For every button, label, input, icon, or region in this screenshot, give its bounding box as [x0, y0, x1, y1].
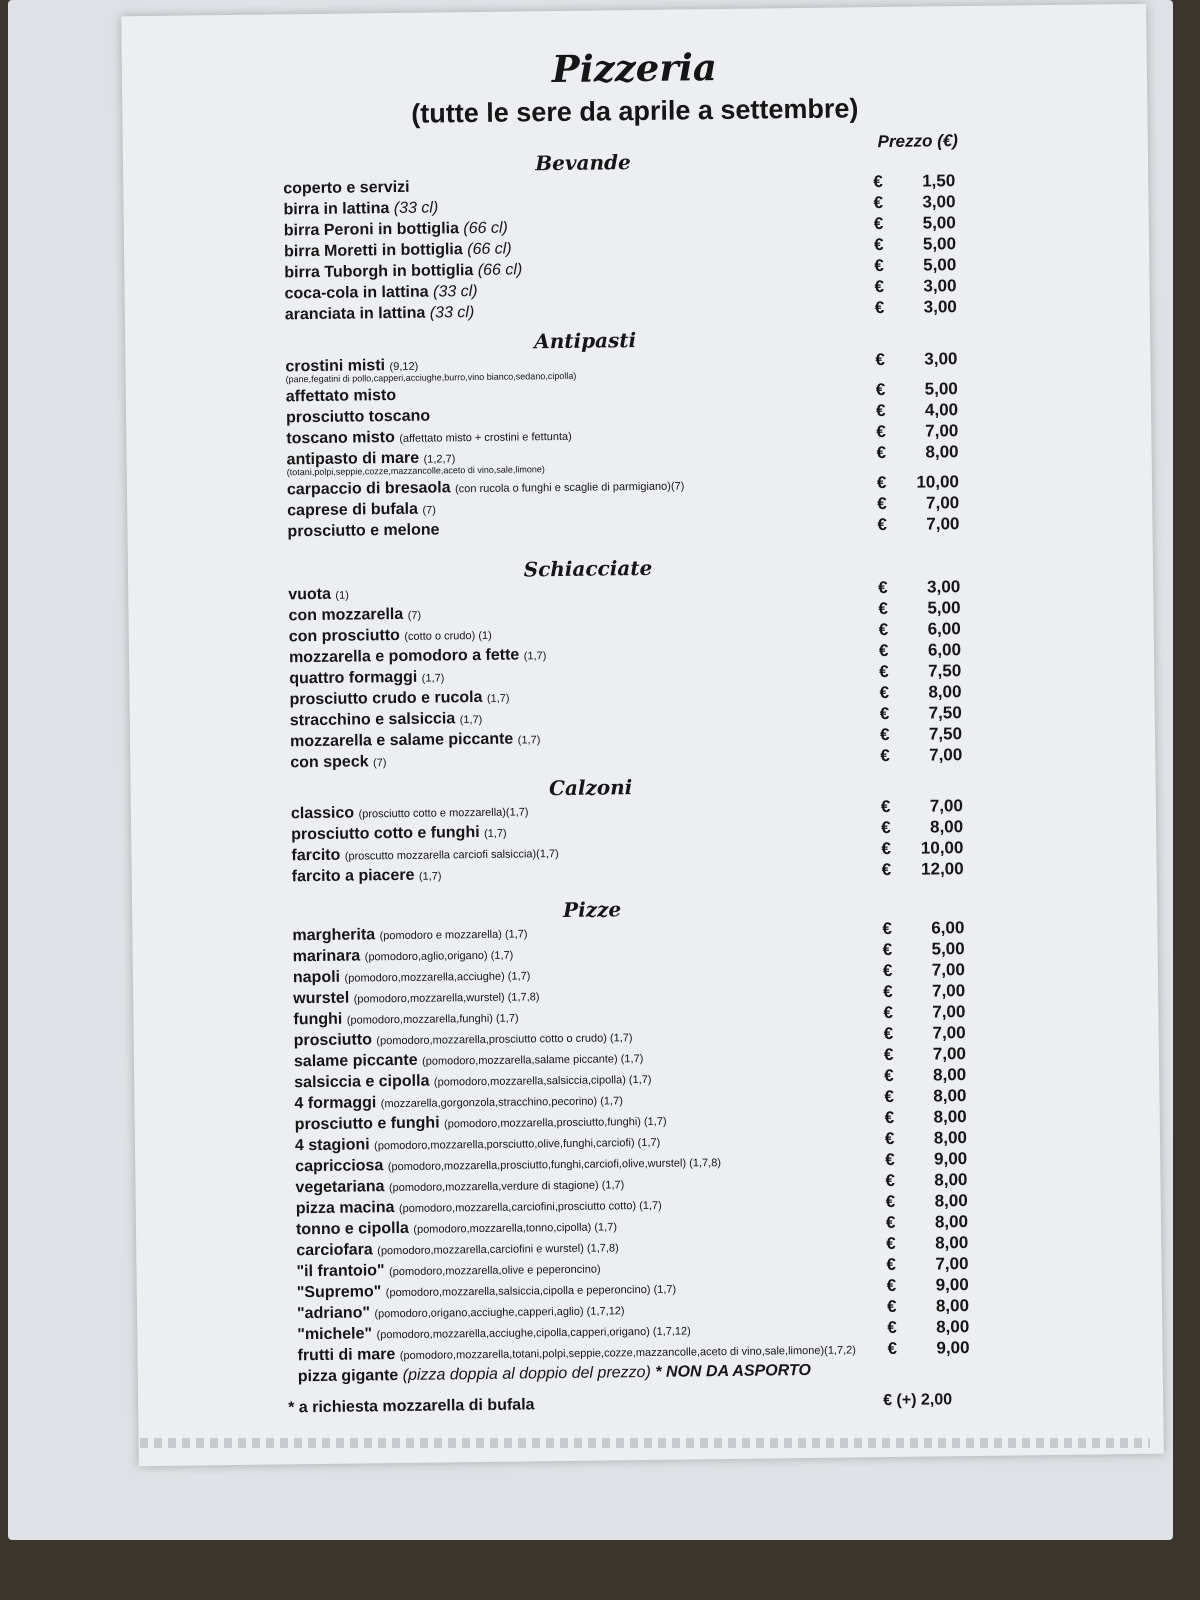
item-name: birra Moretti in bottiglia — [283, 241, 463, 261]
item-price — [883, 938, 968, 960]
item-price — [885, 1169, 970, 1191]
euro-symbol: € — [874, 298, 885, 318]
item-ingredients: (pomodoro,mozzarella,salsiccia,cipolla e peperoncino) (1,7) — [385, 1283, 677, 1300]
item-price — [877, 471, 962, 493]
item-ingredients: (pomodoro,mozzarella,porsciutto,olive,funghi,carciofi) (1,7) — [374, 1136, 661, 1153]
item-name: capricciosa — [295, 1157, 384, 1176]
item-name: pizza macina — [295, 1199, 395, 1218]
item-ingredients: (7) — [372, 757, 387, 770]
section-title: Schiacciate — [523, 555, 653, 582]
euro-symbol: € — [878, 598, 889, 619]
price-amount: 8,00 — [935, 1296, 970, 1316]
item-name: vuota — [288, 585, 332, 604]
euro-symbol: € — [873, 172, 883, 192]
euro-symbol: € — [882, 960, 893, 981]
item-price — [885, 1148, 970, 1170]
item-name: quattro formaggi — [289, 668, 418, 688]
euro-symbol: € — [882, 939, 893, 960]
item-name: salame piccante — [293, 1051, 418, 1071]
euro-symbol: € — [879, 703, 890, 724]
item-ingredients: (1,7) — [459, 713, 483, 727]
euro-symbol: € — [883, 1044, 894, 1065]
item-ingredients: (7) — [407, 609, 422, 622]
item-price — [874, 233, 959, 255]
item-name: classico — [290, 804, 355, 823]
euro-symbol: € — [878, 577, 888, 598]
item-volume: (66 cl) — [463, 219, 508, 238]
price-amount: 3,00 — [924, 349, 958, 369]
menu-subtitle: (tutte le sere da aprile a settembre) — [411, 93, 859, 129]
item-price — [873, 191, 958, 213]
item-name: "Supremo" — [296, 1283, 382, 1302]
item-name: con mozzarella — [288, 605, 404, 625]
item-price — [878, 576, 963, 598]
item-name: frutti di mare — [297, 1346, 396, 1365]
item-price — [879, 618, 964, 640]
item-price — [887, 1295, 972, 1317]
item-price — [880, 723, 965, 745]
item-ingredients: (affettato misto + crostini e fettunta) — [399, 430, 572, 445]
item-name: 4 stagioni — [294, 1136, 370, 1155]
item-ingredients: (1,7) — [418, 870, 442, 883]
item-volume: (33 cl) — [429, 304, 475, 322]
price-amount: 7,00 — [929, 796, 964, 816]
euro-symbol: € — [886, 1296, 897, 1317]
item-name: coperto e servizi — [283, 178, 410, 198]
euro-symbol: € — [873, 193, 884, 213]
item-ingredients: (pomodoro,mozzarella,salsiccia,cipolla) (1,7) — [433, 1073, 652, 1089]
item-volume: (66 cl) — [477, 261, 523, 279]
sleeve-perforation — [140, 1438, 1150, 1448]
menu-title: Pizzeria — [551, 45, 718, 92]
item-price — [885, 1127, 970, 1149]
footer-note: * a richiesta mozzarella di bufala — [288, 1396, 535, 1417]
euro-symbol: € — [884, 1107, 895, 1128]
price-amount: 7,00 — [931, 981, 966, 1001]
footer-price: € (+) 2,00 — [883, 1391, 953, 1410]
item-price — [882, 858, 967, 880]
price-amount: 7,00 — [935, 1254, 969, 1274]
item-name: "michele" — [297, 1325, 373, 1344]
price-amount: 8,00 — [932, 1065, 967, 1085]
euro-symbol: € — [884, 1086, 895, 1107]
price-amount: 10,00 — [920, 838, 964, 858]
price-amount: 7,00 — [931, 960, 966, 980]
item-ingredients: (1,7) — [523, 650, 547, 663]
item-volume: (pizza doppia al doppio del prezzo) — [402, 1363, 651, 1384]
euro-symbol: € — [873, 235, 884, 255]
item-ingredients: (pomodoro,mozzarella,prosciutto cotto o crudo) (1,7) — [376, 1032, 633, 1048]
euro-symbol: € — [884, 1065, 894, 1086]
euro-symbol: € — [885, 1149, 895, 1170]
item-ingredients: (1,7) — [483, 827, 507, 840]
price-amount: 3,00 — [923, 276, 957, 296]
item-name: antipasto di mare — [286, 449, 420, 469]
euro-symbol: € — [885, 1170, 896, 1191]
item-name: affettato misto — [285, 386, 397, 406]
item-name: "il frantoio" — [296, 1262, 385, 1281]
item-price — [881, 795, 966, 817]
section-calzoni — [290, 772, 964, 887]
item-price — [883, 959, 968, 981]
price-amount: 9,00 — [935, 1275, 969, 1295]
item-name: carciofara — [296, 1241, 373, 1260]
price-amount: 3,00 — [923, 297, 957, 317]
item-name: mozzarella e pomodoro a fette — [288, 646, 520, 667]
price-amount: 7,00 — [932, 1044, 967, 1064]
euro-symbol: € — [883, 1023, 894, 1044]
item-price — [880, 744, 965, 766]
item-ingredients: (pomodoro,mozzarella,carciofini e wurstel) (1,7,8) — [377, 1242, 619, 1258]
item-price — [877, 492, 962, 514]
item-sub-ingredients: (pane,fegatini di pollo,capperi,acciughe,burro,vino bianco,sedano,cipolla) — [285, 370, 577, 385]
section-pizze — [292, 894, 970, 1387]
price-amount: 5,00 — [922, 213, 956, 233]
item-name: birra Peroni in bottiglia — [283, 220, 460, 240]
price-amount: 6,00 — [927, 619, 961, 639]
item-price — [884, 1064, 969, 1086]
item-price — [880, 702, 965, 724]
item-price — [885, 1106, 970, 1128]
price-amount: 8,00 — [933, 1086, 967, 1106]
price-amount: 8,00 — [935, 1233, 969, 1253]
item-name: crostini misti — [285, 357, 386, 376]
item-ingredients: (pomodoro,mozzarella,acciughe,cipolla,capperi,origano) (1,7,12) — [376, 1325, 691, 1342]
euro-symbol: € — [879, 661, 889, 682]
item-name: prosciutto crudo e rucola — [289, 688, 483, 709]
euro-symbol: € — [875, 380, 886, 400]
euro-symbol: € — [880, 796, 891, 817]
item-ingredients: (pomodoro,mozzarella,prosciutto,funghi) (1,7) — [443, 1115, 667, 1131]
item-volume: (66 cl) — [467, 240, 512, 259]
item-price — [879, 681, 964, 703]
item-name: caprese di bufala — [287, 500, 419, 520]
item-price — [876, 399, 961, 421]
euro-symbol: € — [880, 745, 890, 766]
item-name: carpaccio di bresaola — [286, 479, 451, 499]
euro-symbol: € — [878, 640, 889, 661]
item-price — [884, 1043, 969, 1065]
price-amount: 8,00 — [934, 1170, 968, 1190]
price-amount: 5,00 — [923, 255, 957, 275]
euro-symbol: € — [881, 817, 891, 838]
price-amount: 5,00 — [931, 939, 965, 959]
item-name: prosciutto e funghi — [294, 1114, 440, 1134]
item-price — [877, 513, 962, 535]
section-bevande — [283, 147, 957, 325]
price-amount: 7,00 — [932, 1023, 966, 1043]
section-schiacciate — [288, 553, 963, 773]
item-name: prosciutto cotto e funghi — [291, 823, 480, 844]
item-price — [879, 639, 964, 661]
price-amount: 5,00 — [927, 598, 961, 618]
item-price — [876, 420, 961, 442]
price-amount: 7,00 — [925, 421, 959, 441]
item-ingredients: (pomodoro,origano,acciughe,capperi,aglio) (1,7,12) — [374, 1305, 625, 1321]
item-ingredients: (cotto o crudo) (1) — [404, 629, 492, 643]
euro-symbol: € — [879, 682, 890, 703]
item-ingredients: (pomodoro,aglio,origano) (1,7) — [364, 949, 514, 964]
euro-symbol: € — [878, 619, 889, 640]
euro-symbol: € — [873, 214, 884, 234]
item-name: birra Tuborgh in bottiglia — [284, 262, 474, 282]
price-amount: 8,00 — [936, 1317, 970, 1337]
item-price — [875, 348, 960, 370]
item-price — [886, 1211, 971, 1233]
euro-symbol: € — [883, 981, 893, 1002]
item-price — [887, 1337, 972, 1359]
item-ingredients: (mozzarella,gorgonzola,stracchino,pecorino) (1,7) — [380, 1095, 623, 1111]
item-price — [876, 378, 961, 400]
price-amount: 8,00 — [934, 1212, 969, 1232]
item-name: prosciutto e melone — [287, 521, 440, 541]
item-price — [881, 816, 966, 838]
price-amount: 9,00 — [936, 1338, 970, 1358]
price-amount: 8,00 — [928, 682, 962, 702]
item-price — [874, 275, 959, 297]
item-ingredients: (1,2,7) — [423, 453, 456, 466]
euro-symbol: € — [874, 256, 884, 276]
item-ingredients: (pomodoro,mozzarella,tonno,cipolla) (1,7) — [413, 1221, 618, 1236]
price-amount: 12,00 — [920, 859, 964, 879]
euro-symbol: € — [877, 514, 888, 535]
item-ingredients: (7) — [422, 504, 436, 517]
euro-symbol: € — [881, 859, 892, 880]
euro-symbol: € — [884, 1128, 895, 1149]
item-price — [884, 1085, 969, 1107]
item-ingredients: (1,7) — [517, 734, 541, 747]
price-amount: 6,00 — [931, 918, 965, 938]
item-price — [882, 917, 967, 939]
euro-symbol: € — [887, 1338, 898, 1359]
item-sub-ingredients: (totani,polpi,seppie,cozze,mazzancolle,aceto di vino,sale,limone) — [286, 464, 545, 478]
item-ingredients: (pomodoro e mozzarella) (1,7) — [379, 928, 528, 943]
item-name: vegetariana — [295, 1178, 385, 1197]
item-name: farcito — [291, 846, 341, 865]
euro-symbol: € — [876, 443, 887, 463]
item-name: con prosciutto — [288, 626, 400, 646]
price-amount: 8,00 — [933, 1107, 967, 1127]
price-amount: 7,50 — [928, 724, 963, 744]
item-ingredients: (proscutto mozzarella carciofi salsiccia)(1,7) — [344, 848, 559, 863]
euro-symbol: € — [885, 1212, 896, 1233]
item-price — [878, 597, 963, 619]
price-amount: 7,50 — [928, 703, 962, 723]
item-name: marinara — [292, 947, 361, 966]
item-ingredients: (9,12) — [389, 360, 419, 374]
item-ingredients: (prosciutto cotto e mozzarella)(1,7) — [358, 806, 529, 821]
item-volume: (33 cl) — [432, 282, 478, 301]
euro-symbol: € — [875, 350, 886, 370]
price-column-header: Prezzo (€) — [877, 131, 959, 152]
item-price — [887, 1316, 972, 1338]
euro-symbol: € — [882, 918, 892, 939]
item-name: napoli — [292, 968, 341, 987]
item-name: prosciutto — [293, 1031, 373, 1050]
euro-symbol: € — [886, 1233, 896, 1254]
price-amount: 7,00 — [926, 514, 960, 534]
item-ingredients: (pomodoro,mozzarella,prosciutto,funghi,carciofi,olive,wurstel) (1,7,8) — [387, 1157, 722, 1174]
item-volume: (33 cl) — [393, 199, 439, 217]
euro-symbol: € — [876, 473, 887, 493]
item-price — [873, 170, 958, 192]
item-ingredients: (con rucola o funghi e scaglie di parmigiano)(7) — [455, 480, 685, 496]
item-ingredients: (pomodoro,mozzarella,salame piccante) (1,7) — [421, 1053, 644, 1068]
item-extra-note: * NON DA ASPORTO — [655, 1361, 811, 1381]
euro-symbol: € — [879, 724, 890, 745]
item-price — [883, 1001, 968, 1023]
price-amount: 8,00 — [933, 1128, 968, 1148]
item-ingredients: (1,7) — [421, 672, 445, 685]
item-name: pizza gigante — [297, 1367, 399, 1386]
item-ingredients: (pomodoro,mozzarella,funghi) (1,7) — [346, 1012, 519, 1027]
item-price — [876, 441, 961, 463]
item-name: stracchino e salsiccia — [289, 710, 456, 730]
item-name: farcito a piacere — [291, 866, 415, 886]
price-amount: 5,00 — [922, 234, 957, 254]
item-name: toscano misto — [286, 429, 395, 448]
item-price — [875, 296, 960, 318]
item-ingredients: (pomodoro,mozzarella,acciughe) (1,7) — [344, 970, 531, 985]
price-amount: 7,00 — [932, 1002, 966, 1022]
item-name: coca-cola in lattina — [284, 283, 429, 303]
item-name: con speck — [290, 753, 369, 772]
item-ingredients: (pomodoro,mozzarella,wurstel) (1,7,8) — [353, 991, 540, 1006]
item-name: birra in lattina — [283, 200, 390, 219]
menu-sheet — [121, 4, 1164, 1466]
item-name: mozzarella e salame piccante — [289, 730, 514, 751]
section-title: Calzoni — [548, 775, 633, 801]
item-name: "adriano" — [296, 1304, 371, 1323]
price-amount: 3,00 — [922, 192, 956, 212]
euro-symbol: € — [885, 1191, 896, 1212]
section-title: Antipasti — [534, 328, 637, 354]
price-amount: 9,00 — [933, 1149, 968, 1169]
item-price — [881, 837, 966, 859]
item-ingredients: (1,7) — [486, 692, 510, 705]
price-amount: 8,00 — [925, 442, 959, 462]
price-amount: 6,00 — [927, 640, 962, 660]
euro-symbol: € — [876, 422, 886, 442]
item-ingredients: (pomodoro,mozzarella,olive e peperoncino) — [388, 1263, 601, 1279]
item-name: wurstel — [293, 989, 350, 1008]
euro-symbol: € — [881, 838, 891, 859]
item-price — [879, 660, 964, 682]
price-amount: 1,50 — [922, 171, 956, 191]
price-amount: 8,00 — [929, 817, 964, 837]
price-amount: 4,00 — [924, 400, 959, 420]
item-price — [886, 1232, 971, 1254]
item-ingredients: (pomodoro,mozzarella,carciofini,prosciutto cotto) (1,7) — [398, 1199, 662, 1216]
item-name: salsiccia e cipolla — [294, 1072, 430, 1092]
item-ingredients: (pomodoro,mozzarella,totani,polpi,seppie,cozze,mazzancolle,aceto di vino,sale,limone)(1,7,2) — [399, 1344, 856, 1363]
section-title: Pizze — [562, 897, 622, 922]
euro-symbol: € — [886, 1275, 897, 1296]
item-name: prosciutto toscano — [285, 407, 431, 427]
item-price — [884, 1022, 969, 1044]
euro-symbol: € — [886, 1254, 897, 1275]
price-amount: 8,00 — [934, 1191, 968, 1211]
item-name: 4 formaggi — [294, 1094, 377, 1113]
item-price — [886, 1253, 971, 1275]
price-amount: 7,50 — [928, 661, 962, 681]
euro-symbol: € — [887, 1317, 897, 1338]
item-name: margherita — [292, 926, 376, 945]
section-title: Bevande — [535, 150, 631, 176]
item-price — [874, 212, 959, 234]
item-ingredients: (1) — [335, 589, 349, 602]
section-antipasti — [285, 325, 960, 542]
price-amount: 7,00 — [925, 493, 960, 513]
euro-symbol: € — [875, 401, 886, 421]
item-price — [874, 254, 959, 276]
item-name: funghi — [293, 1010, 343, 1029]
price-amount: 5,00 — [924, 379, 958, 399]
euro-symbol: € — [877, 494, 887, 514]
item-price — [883, 980, 968, 1002]
item-price — [887, 1274, 972, 1296]
item-name: aranciata in lattina — [284, 304, 426, 324]
euro-symbol: € — [883, 1002, 893, 1023]
item-name: tonno e cipolla — [295, 1219, 410, 1239]
price-amount: 7,00 — [929, 745, 963, 765]
item-ingredients: (pomodoro,mozzarella,verdure di stagione) (1,7) — [388, 1179, 625, 1195]
item-price — [886, 1190, 971, 1212]
price-amount: 3,00 — [927, 577, 961, 597]
euro-symbol: € — [874, 277, 885, 297]
price-amount: 10,00 — [916, 472, 960, 492]
